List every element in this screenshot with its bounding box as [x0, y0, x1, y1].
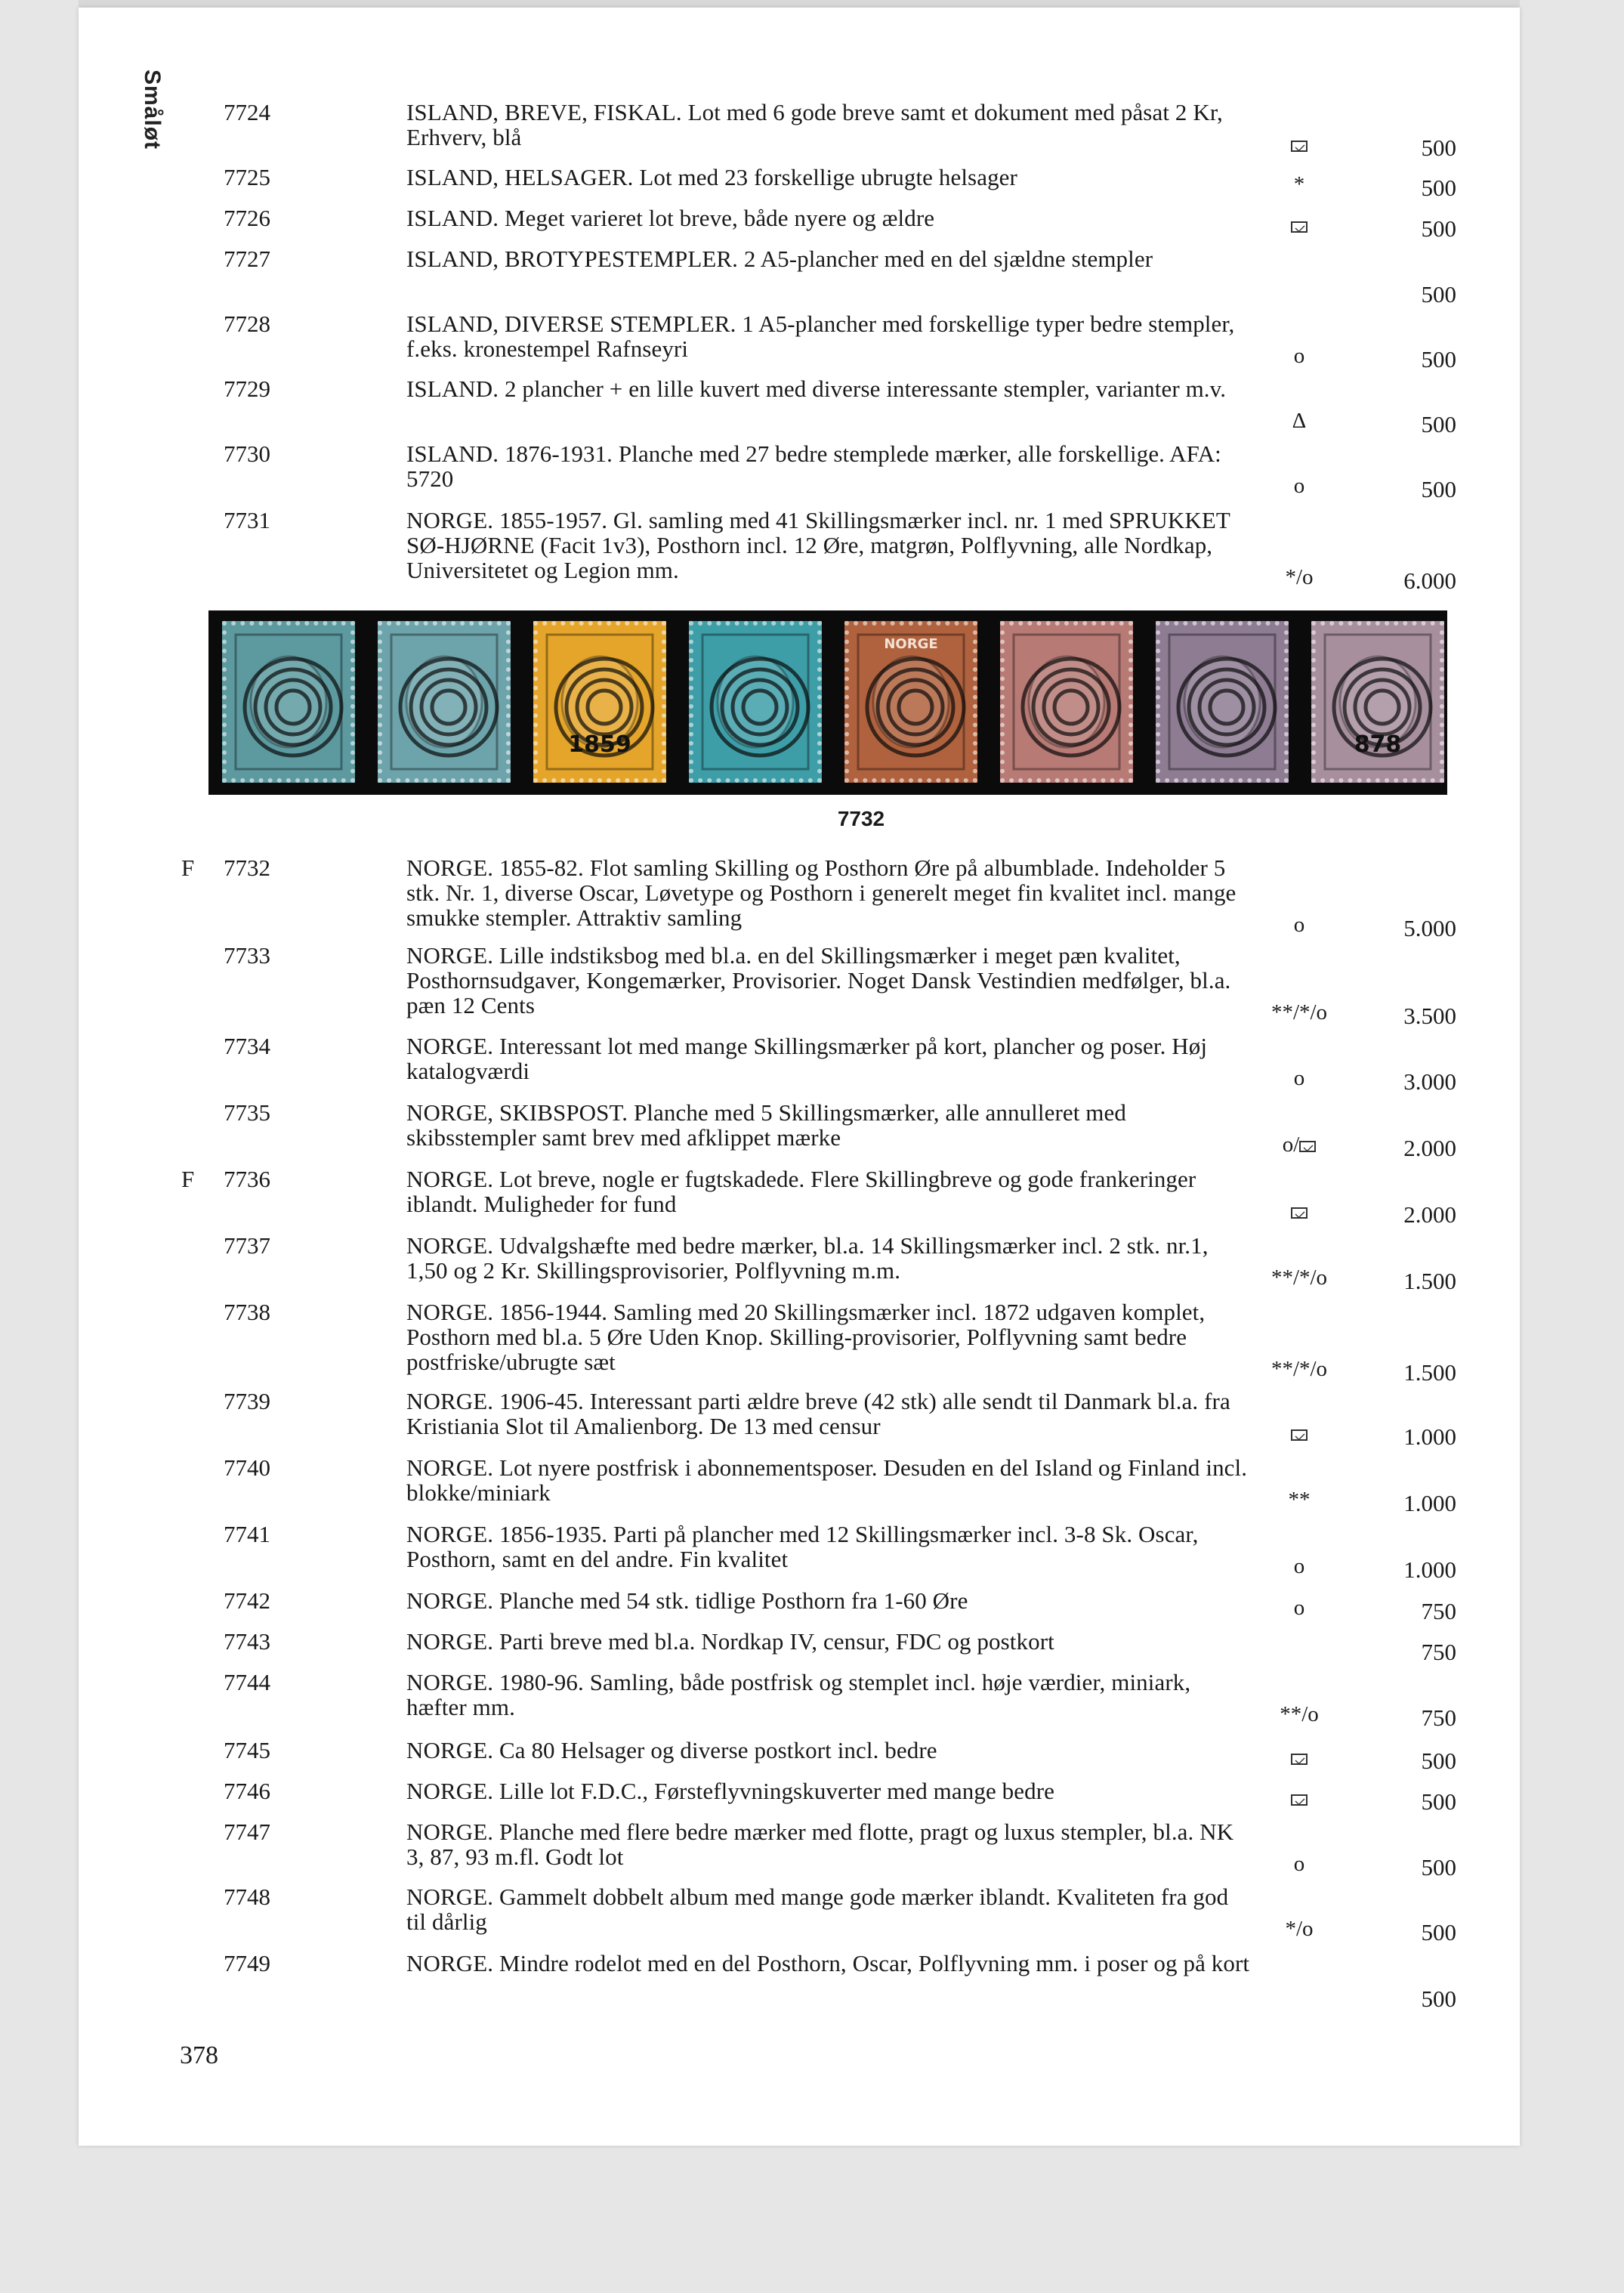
lot-price: 1.500	[1403, 1268, 1456, 1294]
lot-price: 3.500	[1403, 1003, 1456, 1029]
lot-description: NORGE. 1980-96. Samling, både postfrisk og stemplet incl. høje værdier, miniark, hæfter mm.	[406, 1669, 1191, 1720]
lot-description: ISLAND, DIVERSE STEMPLER. 1 A5-plancher med forskellige typer bedre stempler, f.eks. kronestempel Rafnseyri	[406, 311, 1235, 362]
lot-number: 7746	[224, 1778, 270, 1804]
lot-number: 7747	[224, 1819, 270, 1845]
lot-number: 7748	[224, 1884, 270, 1910]
lot-price: 500	[1421, 1854, 1456, 1880]
lot-description: ISLAND, BROTYPESTEMPLER. 2 A5-plancher med en del sjældne stempler	[406, 246, 1153, 272]
lot-description: NORGE. 1856-1944. Samling med 20 Skillingsmærker incl. 1872 udgaven komplet, Posthorn med bl.a. 5 Øre Uden Knop. Skilling-provisorier, Polflyvning samt bedre postfriske/ubrugte sæt	[406, 1299, 1206, 1375]
lot-condition: o/	[1224, 1133, 1375, 1157]
lot-condition: o	[1293, 1554, 1305, 1578]
lot-price: 500	[1421, 1986, 1456, 2012]
lot-number: 7749	[224, 1950, 270, 1976]
lot-condition: **/*/o	[1270, 1265, 1328, 1290]
lot-price: 5.000	[1403, 915, 1456, 941]
lot-condition	[1224, 1745, 1375, 1770]
stamp	[222, 621, 355, 783]
lot-flag: F	[181, 854, 195, 881]
lot-flag: F	[181, 1166, 195, 1192]
lot-description: NORGE, SKIBSPOST. Planche med 5 Skillingsmærker, alle annulleret med skibsstempler samt brev med afklippet mærke	[406, 1099, 1126, 1151]
lot-description: NORGE. Planche med 54 stk. tidlige Posthorn fra 1-60 Øre	[406, 1587, 968, 1614]
image-caption: 7732	[837, 807, 885, 830]
lot-condition: **/*/o	[1270, 1000, 1328, 1024]
lot-price: 500	[1421, 281, 1456, 307]
lot-description: NORGE. Gammelt dobbelt album med mange gode mærker iblandt. Kvaliteten fra god til dårlig	[406, 1884, 1229, 1935]
cover-icon	[1291, 221, 1308, 233]
lot-condition	[1224, 213, 1375, 238]
lot-number: 7745	[224, 1737, 270, 1763]
lot-condition: **/*/o	[1270, 1357, 1328, 1381]
lot-description: NORGE. Parti breve med bl.a. Nordkap IV, censur, FDC og postkort	[406, 1628, 1054, 1655]
lot-description: NORGE. Udvalgshæfte med bedre mærker, bl.a. 14 Skillingsmærker incl. 2 stk. nr.1, 1,50 og 2 Kr. Skillingsprovisorier, Polflyvning m.m.	[406, 1232, 1209, 1284]
lot-price: 750	[1421, 1639, 1456, 1665]
lot-condition: */o	[1285, 1917, 1314, 1941]
lot-price: 6.000	[1403, 567, 1456, 594]
lot-price: 750	[1421, 1704, 1456, 1731]
lot-price: 1.500	[1403, 1359, 1456, 1386]
lot-description: NORGE. Lot nyere postfrisk i abonnementsposer. Desuden en del Island og Finland incl. blokke/miniark	[406, 1454, 1248, 1506]
lot-number: 7726	[224, 205, 270, 231]
lot-condition: o	[1293, 1596, 1305, 1620]
cover-icon	[1291, 1207, 1308, 1219]
cover-icon	[1299, 1141, 1316, 1152]
lot-price: 1.000	[1403, 1556, 1456, 1583]
lot-number: 7741	[224, 1521, 270, 1547]
stamp	[1311, 621, 1444, 783]
cover-icon	[1291, 1429, 1308, 1441]
lot-description: ISLAND, BREVE, FISKAL. Lot med 6 gode breve samt et dokument med påsat 2 Kr, Erhverv, blå	[406, 99, 1223, 150]
lot-condition: **/o	[1280, 1702, 1319, 1726]
lot-description: NORGE. 1855-82. Flot samling Skilling og Posthorn Øre på albumblade. Indeholder 5 stk. Nr. 1, diverse Oscar, Løvetype og Posthorn i generelt meget fin kvalitet incl. mange smukke stempler. Attraktiv samling	[406, 854, 1237, 931]
lot-condition: **	[1288, 1488, 1311, 1512]
stamp-postmark-text: 1859	[568, 731, 631, 758]
lot-description: NORGE. 1856-1935. Parti på plancher med 12 Skillingsmærker incl. 3-8 Sk. Oscar, Posthorn, samt en del andre. Fin kvalitet	[406, 1521, 1199, 1572]
lot-price: 500	[1421, 1919, 1456, 1945]
lot-number: 7743	[224, 1628, 270, 1655]
lot-description: NORGE. Lille lot F.D.C., Førsteflyvningskuverter med mange bedre	[406, 1778, 1054, 1804]
lot-price: 500	[1421, 1788, 1456, 1815]
stamp	[1000, 621, 1133, 783]
lot-number: 7734	[224, 1033, 270, 1059]
lot-condition: o	[1293, 1066, 1305, 1090]
lot-condition	[1224, 1199, 1375, 1224]
lot-price: 500	[1421, 134, 1456, 161]
lot-number: 7744	[224, 1669, 270, 1695]
lot-condition: Δ	[1292, 409, 1307, 433]
lot-description: ISLAND. 1876-1931. Planche med 27 bedre stemplede mærker, alle forskellige. AFA: 5720	[406, 440, 1221, 492]
lot-description: NORGE. 1855-1957. Gl. samling med 41 Skillingsmærker incl. nr. 1 med SPRUKKET SØ-HJØRNE (Facit 1v3), Posthorn incl. 12 Øre, matgrøn, Polflyvning, alle Nordkap, Universitetet og Legion mm.	[406, 507, 1230, 583]
lot-description: NORGE. Lot breve, nogle er fugtskadede. Flere Skillingbreve og gode frankeringer iblandt. Muligheder for fund	[406, 1166, 1196, 1217]
lot-description: NORGE. Lille indstiksbog med bl.a. en del Skillingsmærker i meget pæn kvalitet, Posthornsudgaver, Kongemærker, Provisorier. Noget Dansk Vestindien medfølger, bl.a. pæn 12 Cents	[406, 942, 1231, 1018]
lot-number: 7729	[224, 375, 270, 402]
lot-description: ISLAND, HELSAGER. Lot med 23 forskellige ubrugte helsager	[406, 164, 1017, 190]
stamp	[533, 621, 666, 783]
stamp	[844, 621, 977, 783]
lot-number: 7737	[224, 1232, 270, 1259]
lot-description: ISLAND. 2 plancher + en lille kuvert med diverse interessante stempler, varianter m.v.	[406, 375, 1227, 402]
lot-condition	[1224, 1786, 1375, 1811]
lot-number: 7732	[224, 854, 270, 881]
lot-price: 1.000	[1403, 1423, 1456, 1450]
stamp	[1156, 621, 1289, 783]
lot-description: ISLAND. Meget varieret lot breve, både nyere og ældre	[406, 205, 935, 231]
lot-number: 7739	[224, 1388, 270, 1414]
lot-condition: o	[1293, 1852, 1305, 1876]
lot-price: 2.000	[1403, 1135, 1456, 1161]
cover-icon	[1291, 1794, 1308, 1806]
lot-condition	[1224, 132, 1375, 157]
lot-description: NORGE. Interessant lot med mange Skillingsmærker på kort, plancher og poser. Høj katalogværdi	[406, 1033, 1208, 1084]
lot-condition: */o	[1285, 565, 1314, 589]
lot-price: 500	[1421, 411, 1456, 437]
lot-price: 3.000	[1403, 1068, 1456, 1095]
lot-condition: o	[1293, 474, 1305, 498]
page-number: 378	[180, 2041, 218, 2069]
lot-number: 7730	[224, 440, 270, 467]
lot-condition: o	[1293, 344, 1305, 368]
page-top-edge	[79, 0, 1520, 8]
lot-condition: o	[1293, 913, 1305, 937]
lot-description: NORGE. 1906-45. Interessant parti ældre breve (42 stk) alle sendt til Danmark bl.a. fra Kristiania Slot til Amalienborg. De 13 med censur	[406, 1388, 1230, 1439]
stamp-postmark-text: NORGE	[884, 636, 938, 652]
stamp	[378, 621, 511, 783]
lot-number: 7727	[224, 246, 270, 272]
lot-price: 2.000	[1403, 1201, 1456, 1228]
cover-icon	[1291, 141, 1308, 152]
lot-number: 7740	[224, 1454, 270, 1481]
lot-number: 7735	[224, 1099, 270, 1126]
lot-price: 500	[1421, 476, 1456, 502]
cover-icon	[1291, 1754, 1308, 1765]
lot-price: 500	[1421, 346, 1456, 372]
lot-price: 500	[1421, 1748, 1456, 1774]
lot-description: NORGE. Planche med flere bedre mærker med flotte, pragt og luxus stempler, bl.a. NK 3, 87, 93 m.fl. Godt lot	[406, 1819, 1234, 1870]
lot-number: 7724	[224, 99, 270, 125]
lot-number: 7725	[224, 164, 270, 190]
lot-price: 750	[1421, 1598, 1456, 1624]
lot-number: 7728	[224, 311, 270, 337]
lot-description: NORGE. Mindre rodelot med en del Posthorn, Oscar, Polflyvning mm. i poser og på kort	[406, 1950, 1250, 1976]
stamp-image-strip	[208, 610, 1447, 795]
lot-number: 7733	[224, 942, 270, 969]
lot-number: 7738	[224, 1299, 270, 1325]
lot-number: 7736	[224, 1166, 270, 1192]
stamp-postmark-text: 878	[1354, 731, 1402, 758]
lot-price: 500	[1421, 215, 1456, 242]
lot-price: 500	[1421, 175, 1456, 201]
lot-number: 7731	[224, 507, 270, 533]
section-label: Småløt	[140, 70, 165, 150]
lot-condition: *	[1293, 172, 1305, 196]
lot-description: NORGE. Ca 80 Helsager og diverse postkort incl. bedre	[406, 1737, 937, 1763]
lot-price: 1.000	[1403, 1490, 1456, 1516]
lot-condition	[1224, 1421, 1375, 1446]
stamp	[689, 621, 822, 783]
lot-number: 7742	[224, 1587, 270, 1614]
